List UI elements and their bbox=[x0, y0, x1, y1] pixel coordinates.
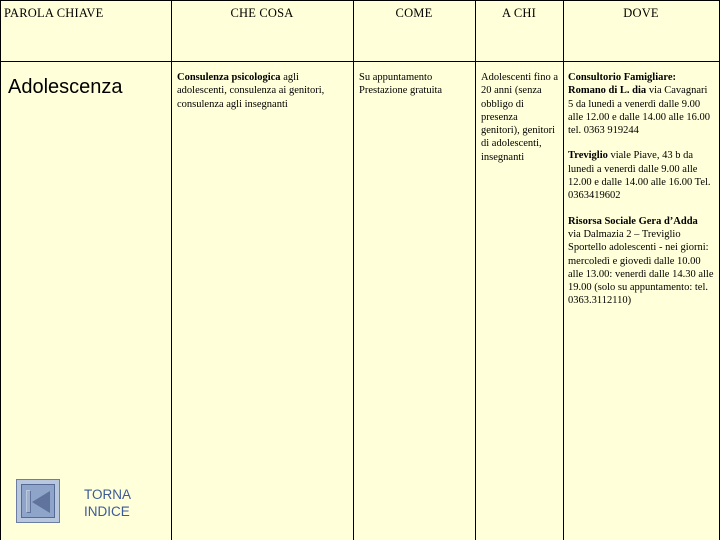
header-che-cosa: CHE COSA bbox=[230, 6, 294, 20]
col-border-4 bbox=[563, 0, 564, 540]
dove-risorsa-name: Risorsa Sociale Gera d’Adda bbox=[568, 215, 698, 227]
dove-cell bbox=[568, 71, 715, 320]
col-border-1 bbox=[171, 0, 172, 540]
keyword-adolescenza: Adolescenza bbox=[8, 76, 123, 98]
dove-consultorio-details: via Cavagnari 5 da lunedì a venerdì dalle 9.00 alle 12.00 e dalle 14.00 alle 16.00 tel. 0363 919244 bbox=[568, 85, 711, 137]
dove-consultorio bbox=[568, 71, 715, 137]
dove-risorsa-sociale bbox=[568, 215, 715, 308]
dove-consultorio-name: Consultorio Famigliare: Romano di L. dia bbox=[568, 72, 677, 97]
header-dove: DOVE bbox=[623, 6, 659, 20]
col-border-3 bbox=[475, 0, 476, 540]
header-parola-chiave: PAROLA CHIAVE bbox=[4, 6, 104, 20]
dove-treviglio-name: Treviglio bbox=[568, 150, 608, 162]
torna-label: TORNA bbox=[84, 487, 132, 502]
come-cell: Su appuntamento Prestazione gratuita bbox=[359, 72, 443, 97]
header-divider bbox=[0, 61, 720, 62]
back-to-index-button[interactable] bbox=[16, 479, 60, 523]
col-border-0 bbox=[0, 0, 1, 540]
table-top-border bbox=[0, 0, 720, 1]
col-border-2 bbox=[353, 0, 354, 540]
a-chi-cell: Adolescenti fino a 20 anni (senza obbligo di presenza genitori), genitori di adolescenti, insegnanti bbox=[481, 72, 558, 163]
dove-risorsa-details: via Dalmazia 2 – Treviglio Sportello adolescenti - nei giorni: mercoledì e giovedì dalle 10.00 alle 13.00: venerdì dalle 14.30 alle 19.00 (solo su appuntamento: tel. 0363.3112110) bbox=[568, 228, 714, 307]
dove-treviglio bbox=[568, 149, 715, 202]
skip-back-icon bbox=[17, 480, 61, 524]
che-cosa-cell bbox=[177, 71, 347, 111]
che-cosa-bold: Consulenza psicologica bbox=[177, 72, 281, 83]
indice-label: INDICE bbox=[84, 504, 130, 519]
header-come: COME bbox=[395, 6, 433, 20]
che-cosa-text: agli adolescenti, consulenza ai genitori, consulenza agli insegnanti bbox=[177, 72, 325, 110]
header-a-chi: A CHI bbox=[502, 6, 536, 20]
dove-treviglio-details: viale Piave, 43 b da lunedì a venerdì dalle 9.00 alle 12.00 e dalle 14.00 alle 16.00 Tel. 0363419602 bbox=[568, 150, 711, 202]
torna-indice-link[interactable] bbox=[84, 486, 131, 520]
